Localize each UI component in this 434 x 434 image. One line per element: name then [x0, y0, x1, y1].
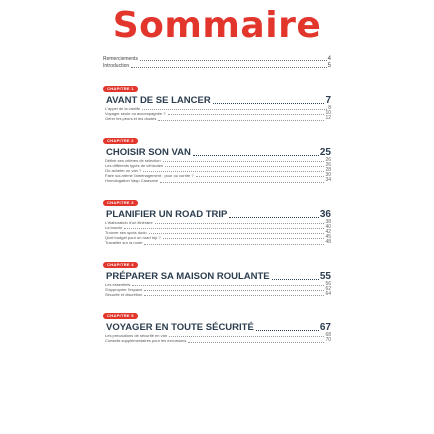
toc-subentry-page: 62	[325, 285, 331, 292]
toc-subentry-page: 68	[325, 332, 331, 339]
dot-leader	[163, 160, 325, 162]
dot-leader	[165, 165, 324, 167]
toc-subentry-page: 48	[325, 239, 331, 246]
toc-subentry[interactable]	[103, 338, 331, 343]
front-matter	[103, 56, 331, 70]
chapter-heading[interactable]	[103, 147, 331, 158]
toc-subentry-page: 12	[325, 115, 331, 122]
chapter-badge: CHAPITRE 5	[103, 313, 138, 319]
dot-leader	[144, 289, 324, 291]
table-of-contents	[103, 56, 331, 344]
chapter-page: 55	[319, 270, 331, 282]
chapter-page: 7	[325, 95, 331, 106]
dot-leader	[168, 113, 325, 115]
dot-leader	[131, 66, 327, 68]
dot-leader	[140, 59, 327, 61]
toc-subentry-label: Homologation Vasp Caravane	[105, 178, 159, 184]
chapter-list	[103, 77, 331, 344]
chapter-page: 25	[319, 146, 331, 158]
toc-subentry-page: 64	[325, 291, 331, 298]
chapter-section	[103, 304, 331, 343]
chapter-page: 36	[319, 208, 331, 220]
chapter-heading[interactable]	[103, 271, 331, 282]
toc-subentry-label: Les différents types de véhicules	[105, 162, 163, 168]
chapter-title: PLANIFIER UN ROAD TRIP	[106, 208, 228, 220]
toc-subentry-label: S'approprier l'espace	[105, 286, 143, 292]
dot-leader	[144, 294, 324, 296]
toc-subentry-page: 45	[325, 234, 331, 241]
toc-subentry[interactable]	[103, 292, 331, 297]
chapter-section	[103, 191, 331, 246]
dot-leader	[196, 175, 325, 177]
toc-subentry-page: 70	[325, 337, 331, 344]
toc-subentry-label: Quel budget pour un road trip ?	[105, 235, 161, 241]
dot-leader	[272, 278, 319, 280]
toc-subentry-label: Les précautions de sécurité en van	[105, 333, 168, 339]
toc-subentry-label: Trouver ses spots dodo	[105, 230, 147, 236]
chapter-section	[103, 129, 331, 184]
toc-subentry-page: 26	[325, 156, 331, 163]
toc-subentry[interactable]	[103, 116, 331, 121]
toc-entry-page: 4	[327, 56, 331, 62]
chapter-heading[interactable]	[103, 209, 331, 220]
chapter-badge: CHAPITRE 2	[103, 138, 138, 144]
toc-entry-label: Remerciements	[103, 56, 139, 62]
chapter-badge: CHAPITRE 3	[103, 200, 138, 206]
dot-leader	[256, 329, 319, 331]
toc-subentry-label: Les essentiels	[105, 281, 131, 287]
dot-leader	[213, 102, 325, 104]
dot-leader	[144, 243, 324, 245]
toc-subentry[interactable]	[103, 178, 331, 183]
chapter-title: PRÉPARER SA MAISON ROULANTE	[106, 270, 270, 282]
toc-subentry-label: La boucle	[105, 224, 123, 230]
dot-leader	[124, 227, 324, 229]
dot-leader	[188, 341, 324, 343]
toc-subentry-label: L'élaboration d'un itinéraire	[105, 219, 153, 225]
dot-leader	[132, 284, 324, 286]
page-title: Sommaire	[112, 5, 322, 46]
toc-subentry-label: Travailler sur la route	[105, 240, 143, 246]
dot-leader	[158, 119, 324, 121]
toc-subentry[interactable]	[103, 240, 331, 245]
dot-leader	[143, 170, 324, 172]
dot-leader	[193, 154, 319, 156]
toc-entry-introduction[interactable]	[103, 63, 331, 70]
toc-subentry-label: Faire soi-même l'aménagement : pour ou contre ?	[105, 173, 194, 179]
dot-leader	[149, 232, 325, 234]
toc-subentry-label: Définir ses critères de sélection	[105, 157, 161, 163]
toc-subentry-label: Où acheter un van ?	[105, 168, 142, 174]
toc-subentry-page: 26	[325, 161, 331, 168]
toc-subentry-page: 38	[325, 218, 331, 225]
chapter-heading[interactable]	[103, 95, 331, 106]
toc-subentry-label: Voyager seule ou accompagnée ?	[105, 111, 166, 117]
dot-leader	[142, 108, 327, 110]
chapter-badge: CHAPITRE 4	[103, 262, 138, 268]
chapter-page: 67	[319, 322, 331, 334]
dot-leader	[160, 181, 324, 183]
dot-leader	[155, 222, 325, 224]
chapter-badge: CHAPITRE 1	[103, 86, 138, 92]
toc-entry-page: 5	[327, 63, 331, 69]
chapter-title: AVANT DE SE LANCER	[106, 95, 211, 106]
dot-leader	[169, 335, 324, 337]
toc-subentry-page: 56	[325, 280, 331, 287]
toc-subentry-page: 8	[328, 105, 331, 111]
toc-entry-label: Introduction	[103, 63, 130, 69]
toc-subentry-label: Sécurité et discrétion	[105, 292, 143, 298]
toc-subentry-page: 30	[325, 172, 331, 179]
chapter-title: VOYAGER EN TOUTE SÉCURITÉ	[106, 322, 254, 334]
dot-leader	[229, 216, 318, 218]
chapter-title: CHOISIR SON VAN	[106, 146, 191, 158]
toc-subentry-page: 42	[325, 229, 331, 236]
chapter-heading[interactable]	[103, 322, 331, 333]
toc-subentry-page: 34	[325, 177, 331, 184]
toc-subentry-page: 28	[325, 167, 331, 174]
toc-entry-acknowledgements[interactable]	[103, 56, 331, 63]
dot-leader	[163, 237, 325, 239]
toc-subentry-page: 40	[325, 223, 331, 230]
chapter-section	[103, 77, 331, 122]
toc-subentry-label: Conseils supplémentaires pour les excursions	[105, 338, 187, 344]
chapter-section	[103, 253, 331, 298]
toc-subentry-page: 10	[325, 110, 331, 117]
toc-subentry-label: L'appel de la vanlife	[105, 106, 141, 111]
toc-subentry-label: Gérer les peurs et les doutes	[105, 116, 157, 122]
